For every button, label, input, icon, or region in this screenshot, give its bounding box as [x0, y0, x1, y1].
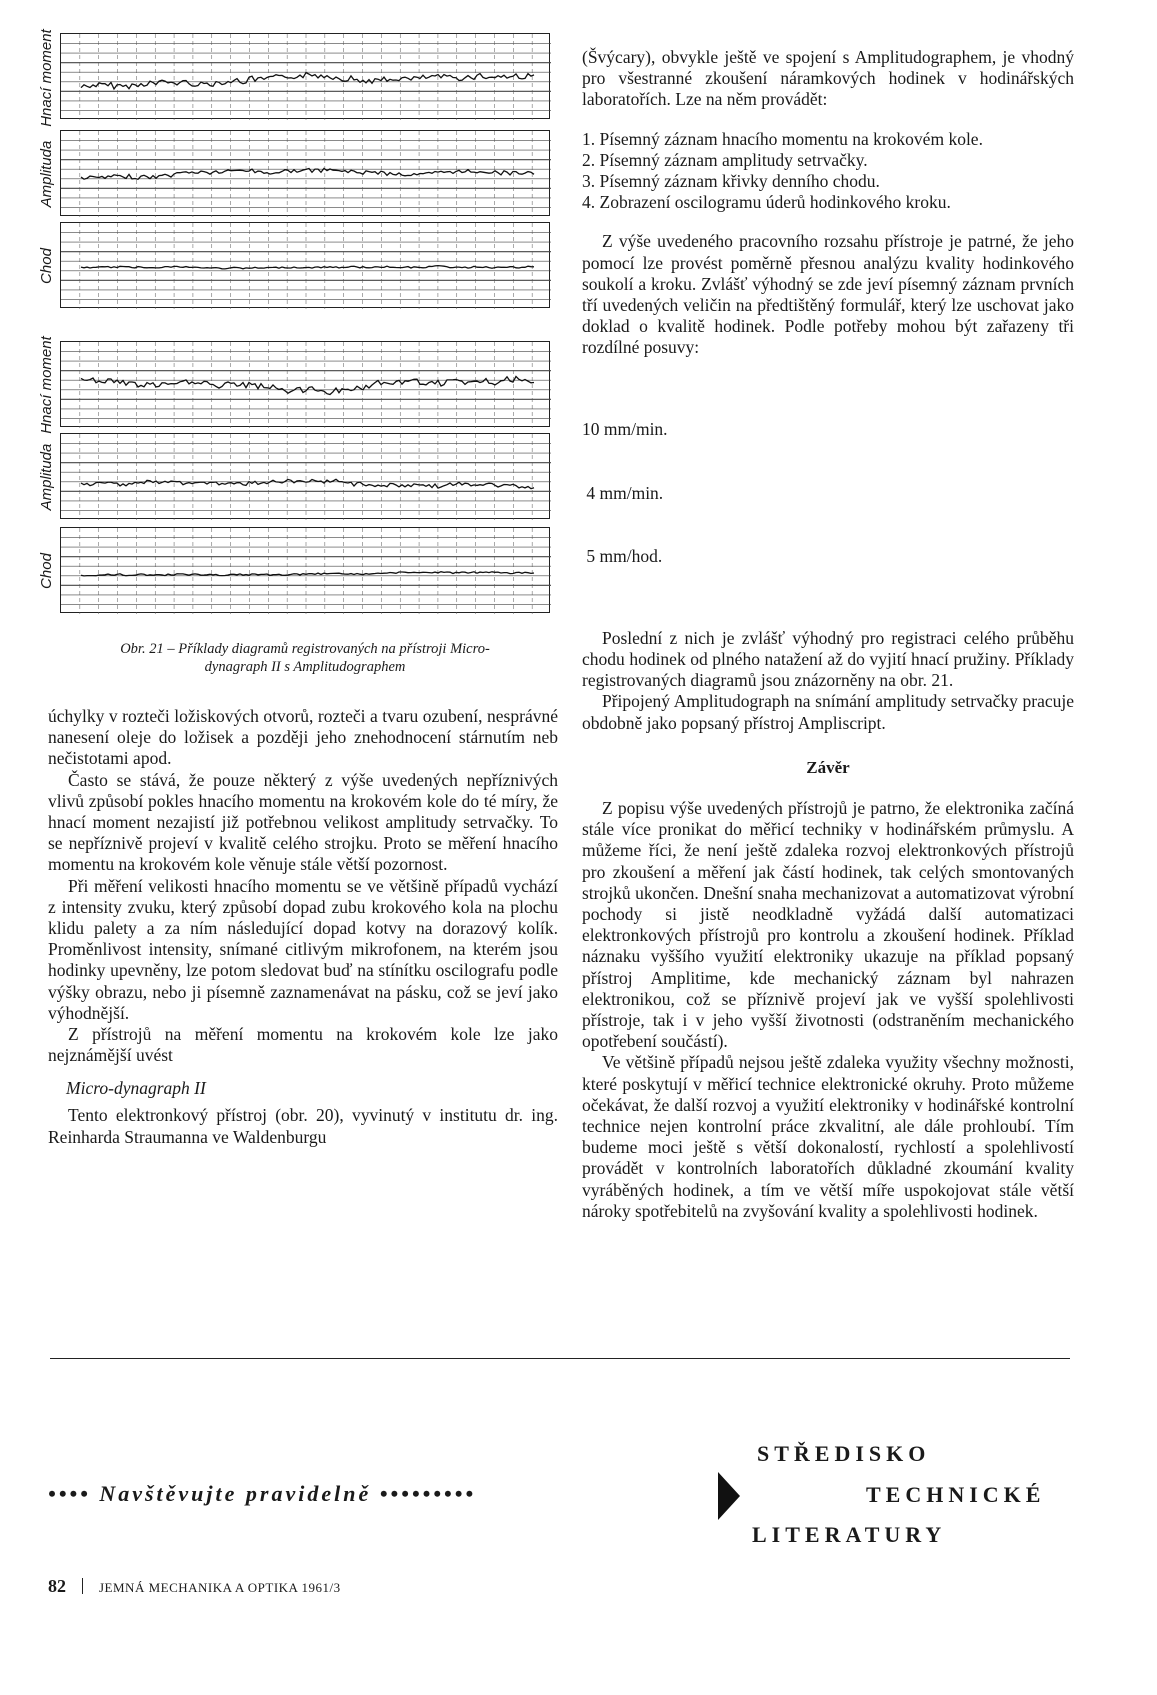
- feed-speed-list: [582, 377, 1074, 610]
- paragraph: Z popisu výše uvedených přístrojů je patrno, že elektronika začíná stále více pronikat do měřicí techniky v hodinářském průmyslu. A můžeme říci, že není ještě zdaleka rozvoj elektronkových přístrojů pro zkoušení a měření jak částí hodinek, tak celých smontovaných strojků ukončen. Dnešní snaha mechanizovat a automatizovat výrobní pochody si jistě neodkladně vyžádá další automatizaci elektronkových přístrojů pro kontrolu a zkoušení hodinek. Příklad náznaku vyššího využití elektroniky ukazuje na příklad popsaný přístroj Amplitime, kde mechanický záznam byl nahrazen elektronikou, což se příznivě projeví jak ve vyšší spolehlivosti přístroje, tak i v jeho vyšší životnosti (odstraněním mechanického opotřebení součástí).: [582, 797, 1074, 1052]
- paragraph: Ve většině případů nejsou ještě zdaleka využity všechny možnosti, které poskytují v měřicí technice elektronické okruhy. Proto můžeme očekávat, že další rozvoj a využití elektroniky v hodinářské kontrolní technice nejen kontrolní práce zkvalitní, ale dále prohloubí. Tím budeme moci ještě s větší dokonalostí, rychlostí a spolehlivostí provádět v kontrolních laboratořích důkladné zkoumání kvality vyráběných hodinek, a tím ve větší míře uspokojovat stále větší nároky spotřebitelů na zvyšování kvality a spolehlivosti hodinek.: [582, 1052, 1074, 1221]
- advert-line-3: LITERATURY: [752, 1522, 947, 1547]
- list-item: 3. Písemný záznam křivky denního chodu.: [582, 171, 880, 192]
- panel-label: Chod: [38, 553, 55, 589]
- horizontal-rule: [50, 1358, 1070, 1359]
- right-column: [582, 47, 1074, 1222]
- chart-panel-amplitude-2: [60, 433, 550, 519]
- paragraph: Z přístrojů na měření momentu na krokovém kole lze jako nejznámější uvést: [48, 1024, 558, 1066]
- advert-tagline: Navštěvujte pravidelně: [99, 1481, 372, 1506]
- page-number: 82: [48, 1576, 66, 1596]
- chart-panel-rate-2: [60, 527, 550, 613]
- list-item: 5 mm/hod.: [582, 546, 663, 567]
- journal-title: JEMNÁ MECHANIKA A OPTIKA 1961/3: [99, 1580, 341, 1595]
- dots-left: ••••: [48, 1481, 91, 1506]
- chart-grid: [61, 528, 551, 614]
- caption-line: Obr. 21 – Příklady diagramů registrovaných na přístroji Micro-: [120, 641, 490, 657]
- chart-grid: [61, 34, 551, 120]
- chart-grid: [61, 434, 551, 520]
- panel-label: Hnací moment: [38, 336, 55, 434]
- paragraph: Při měření velikosti hnacího momentu se ve většině případů vychází z intensity zvuku, který způsobí dopad zubu krokového kola na plochu klidu palety a za ním následující dopad kotvy na dorazový kolík. Proměnlivost intensity, snímané citlivým mikrofonem, na kterém jsou hodinky upevněny, lze potom sledovat buď na stínítku oscilografu podle výšky obrazu, nebo ji písemně zaznamenávat na pásku, což se jeví jako výhodnější.: [48, 875, 558, 1023]
- section-heading: Závěr: [806, 757, 850, 777]
- figure-caption: [40, 640, 570, 676]
- list-item: 4 mm/min.: [582, 482, 664, 503]
- trace-line: [81, 168, 534, 179]
- paragraph: úchylky v rozteči ložiskových otvorů, rozteči a tvaru ozubení, nesprávné nanesení oleje do ložisek a později jeho znehodnocení stárnutím neb nečistotami apod.: [48, 706, 558, 769]
- chart-panel-amplitude-1: [60, 130, 550, 216]
- list-item: 4. Zobrazení oscilogramu úderů hodinkového kroku.: [582, 192, 951, 213]
- chart-panel-drive-torque-1: [60, 33, 550, 119]
- list-item: 10 mm/min.: [582, 419, 668, 440]
- trace-line: [81, 266, 534, 269]
- caption-line: dynagraph II s Amplitudographem: [204, 659, 406, 675]
- panel-label: Hnací moment: [38, 29, 55, 127]
- arrow-icon: [718, 1472, 740, 1520]
- page-footer: [48, 1576, 341, 1597]
- list-item: 2. Písemný záznam amplitudy setrvačky.: [582, 149, 868, 170]
- paragraph: (Švýcary), obvykle ještě ve spojení s Amplitudographem, je vhodný pro všestranné zkoušení náramkových hodinek v hodinářských laboratořích. Lze na něm provádět:: [582, 47, 1074, 110]
- panel-label: Amplituda: [38, 443, 55, 511]
- advert-line-1: STŘEDISKO: [757, 1441, 931, 1466]
- chart-panel-drive-torque-2: [60, 341, 550, 427]
- chart-grid: [61, 342, 551, 428]
- trace-line: [81, 73, 534, 89]
- dots-right: •••••••••: [379, 1481, 477, 1506]
- trace-line: [81, 376, 534, 394]
- footer-divider: [82, 1578, 83, 1594]
- paragraph: Připojený Amplitudograph na snímání amplitudy setrvačky pracuje obdobně jako popsaný přístroj Ampliscript.: [582, 691, 1074, 733]
- paragraph: Poslední z nich je zvlášť výhodný pro registraci celého průběhu chodu hodinek od plného natažení až do vyjití hnací pružiny. Příklady registrovaných diagramů jsou znázorněny na obr. 21.: [582, 627, 1074, 691]
- chart-grid: [61, 131, 551, 217]
- capability-list: [582, 129, 1074, 214]
- left-column: [48, 706, 558, 1148]
- chart-panel-rate-1: [60, 222, 550, 308]
- subheading: Micro-dynagraph II: [66, 1078, 206, 1099]
- advert-line-2: TECHNICKÉ: [866, 1482, 1046, 1507]
- list-item: 1. Písemný záznam hnacího momentu na krokovém kole.: [582, 128, 983, 149]
- chart-grid: [61, 223, 551, 309]
- advert-tagline-row: [48, 1481, 476, 1507]
- panel-label: Amplituda: [38, 140, 55, 208]
- panel-label: Chod: [38, 248, 55, 284]
- paragraph: Často se stává, že pouze některý z výše uvedených nepříznivých vlivů způsobí pokles hnacího momentu na krokovém kole do té míry, že hnací moment nezajistí již potřebnou velikost amplitudy setrvačky. To se nepříznivě projeví v kvalitě celého strojku. Proto se měření hnacího momentu na krokovém kole věnuje stále větší pozornost.: [48, 769, 558, 875]
- trace-line: [81, 572, 534, 576]
- trace-line: [81, 479, 534, 488]
- paragraph: Tento elektronkový přístroj (obr. 20), vyvinutý v institutu dr. ing. Reinharda Straumanna ve Waldenburgu: [48, 1105, 558, 1147]
- paragraph: Z výše uvedeného pracovního rozsahu přístroje je patrné, že jeho pomocí lze provést poměrně přesnou analýzu kvality hodinkového soukolí a kroku. Zvlášť výhodný se zde jeví písemný záznam prvních tří uvedených veličin na předtištěný formulář, který lze uschovat jako doklad o kvalitě hodinek. Podle potřeby mohou být zařazeny tři rozdílné posuvy:: [582, 231, 1074, 358]
